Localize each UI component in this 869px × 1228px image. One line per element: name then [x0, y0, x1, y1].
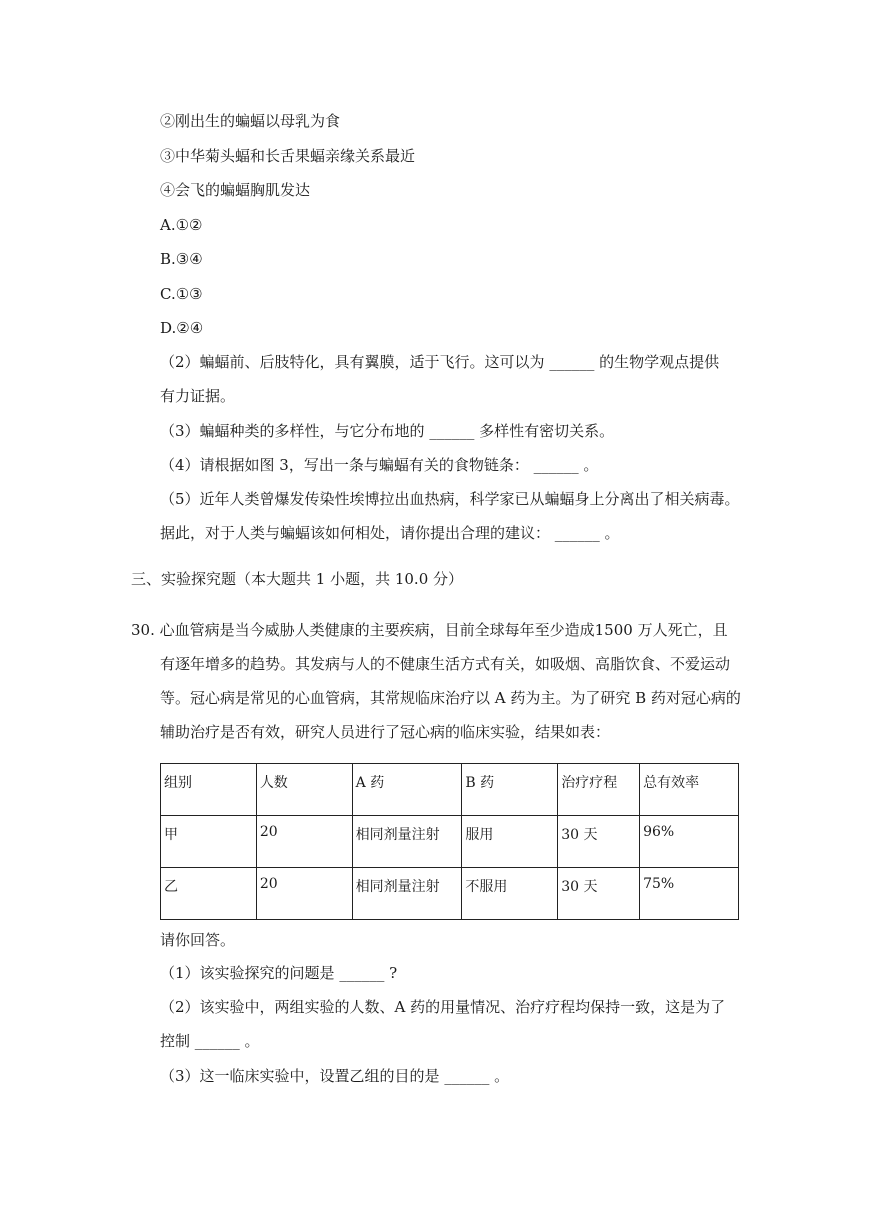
table-cell: 乙	[161, 868, 257, 920]
table-header-cell: 人数	[256, 764, 352, 816]
choice-c: C.①③	[160, 285, 203, 303]
q30-text-2: 有逐年增多的趋势。其发病与人的不健康生活方式有关，如吸烟、高脂饮食、不爱运动	[160, 655, 731, 673]
choice-b: B.③④	[160, 250, 203, 268]
q30-sub-3: （3）这一临床实验中，设置乙组的目的是 ______ 。	[160, 1067, 510, 1085]
question-3: （3）蝙蝠种类的多样性，与它分布地的 ______ 多样性有密切关系。	[160, 422, 615, 440]
table-cell: 相同剂量注射	[352, 816, 462, 868]
question-2: （2）蝙蝠前、后肢特化，具有翼膜，适于飞行。这可以为 ______ 的生物学观点提供	[160, 353, 720, 371]
table-header-cell: 治疗疗程	[558, 764, 640, 816]
option-2: ②刚出生的蝙蝠以母乳为食	[160, 112, 341, 130]
table-cell: 96%	[640, 816, 739, 868]
question-2-cont: 有力证据。	[160, 387, 236, 405]
table-header-row	[161, 764, 739, 816]
table-header-cell: 组别	[161, 764, 257, 816]
table-cell: 不服用	[462, 868, 558, 920]
table-header-cell: A 药	[352, 764, 462, 816]
results-table	[160, 763, 739, 920]
table-row	[161, 816, 739, 868]
question-5: （5）近年人类曾爆发传染性埃博拉出血热病，科学家已从蝙蝠身上分离出了相关病毒。	[160, 490, 740, 508]
question-4: （4）请根据如图 3，写出一条与蝙蝠有关的食物链条： ______ 。	[160, 456, 599, 474]
table-cell: 20	[256, 868, 352, 920]
table-row	[161, 868, 739, 920]
table-cell: 75%	[640, 868, 739, 920]
table-cell: 甲	[161, 816, 257, 868]
q30-text-4: 辅助治疗是否有效，研究人员进行了冠心病的临床实验，结果如表：	[160, 723, 611, 741]
option-3: ③中华菊头蝠和长舌果蝠亲缘关系最近	[160, 147, 416, 165]
table-header-cell: 总有效率	[640, 764, 739, 816]
q30-sub-1: （1）该实验探究的问题是 ______ ?	[160, 964, 398, 982]
table-header-cell: B 药	[462, 764, 558, 816]
choice-d: D.②④	[160, 319, 204, 337]
q30-sub-2-cont: 控制 ______ 。	[160, 1032, 260, 1050]
q30-text-3: 等。冠心病是常见的心血管病，其常规临床治疗以 A 药为主。为了研究 B 药对冠心病的	[160, 689, 741, 707]
question-5-cont: 据此，对于人类与蝙蝠该如何相处，请你提出合理的建议： ______ 。	[160, 524, 620, 542]
table-cell: 30 天	[558, 816, 640, 868]
q30-text-1: 30. 心血管病是当今威胁人类健康的主要疾病，目前全球每年至少造成1500 万人死亡，且	[131, 621, 728, 639]
choice-a: A.①②	[160, 216, 203, 234]
section-heading: 三、实验探究题（本大题共 1 小题，共 10.0 分）	[131, 570, 464, 588]
q30-sub-2: （2）该实验中，两组实验的人数、A 药的用量情况、治疗疗程均保持一致，这是为了	[160, 998, 726, 1016]
answer-prompt: 请你回答。	[160, 931, 236, 949]
table-cell: 相同剂量注射	[352, 868, 462, 920]
option-4: ④会飞的蝙蝠胸肌发达	[160, 181, 311, 199]
table-cell: 30 天	[558, 868, 640, 920]
table-cell: 服用	[462, 816, 558, 868]
table-cell: 20	[256, 816, 352, 868]
